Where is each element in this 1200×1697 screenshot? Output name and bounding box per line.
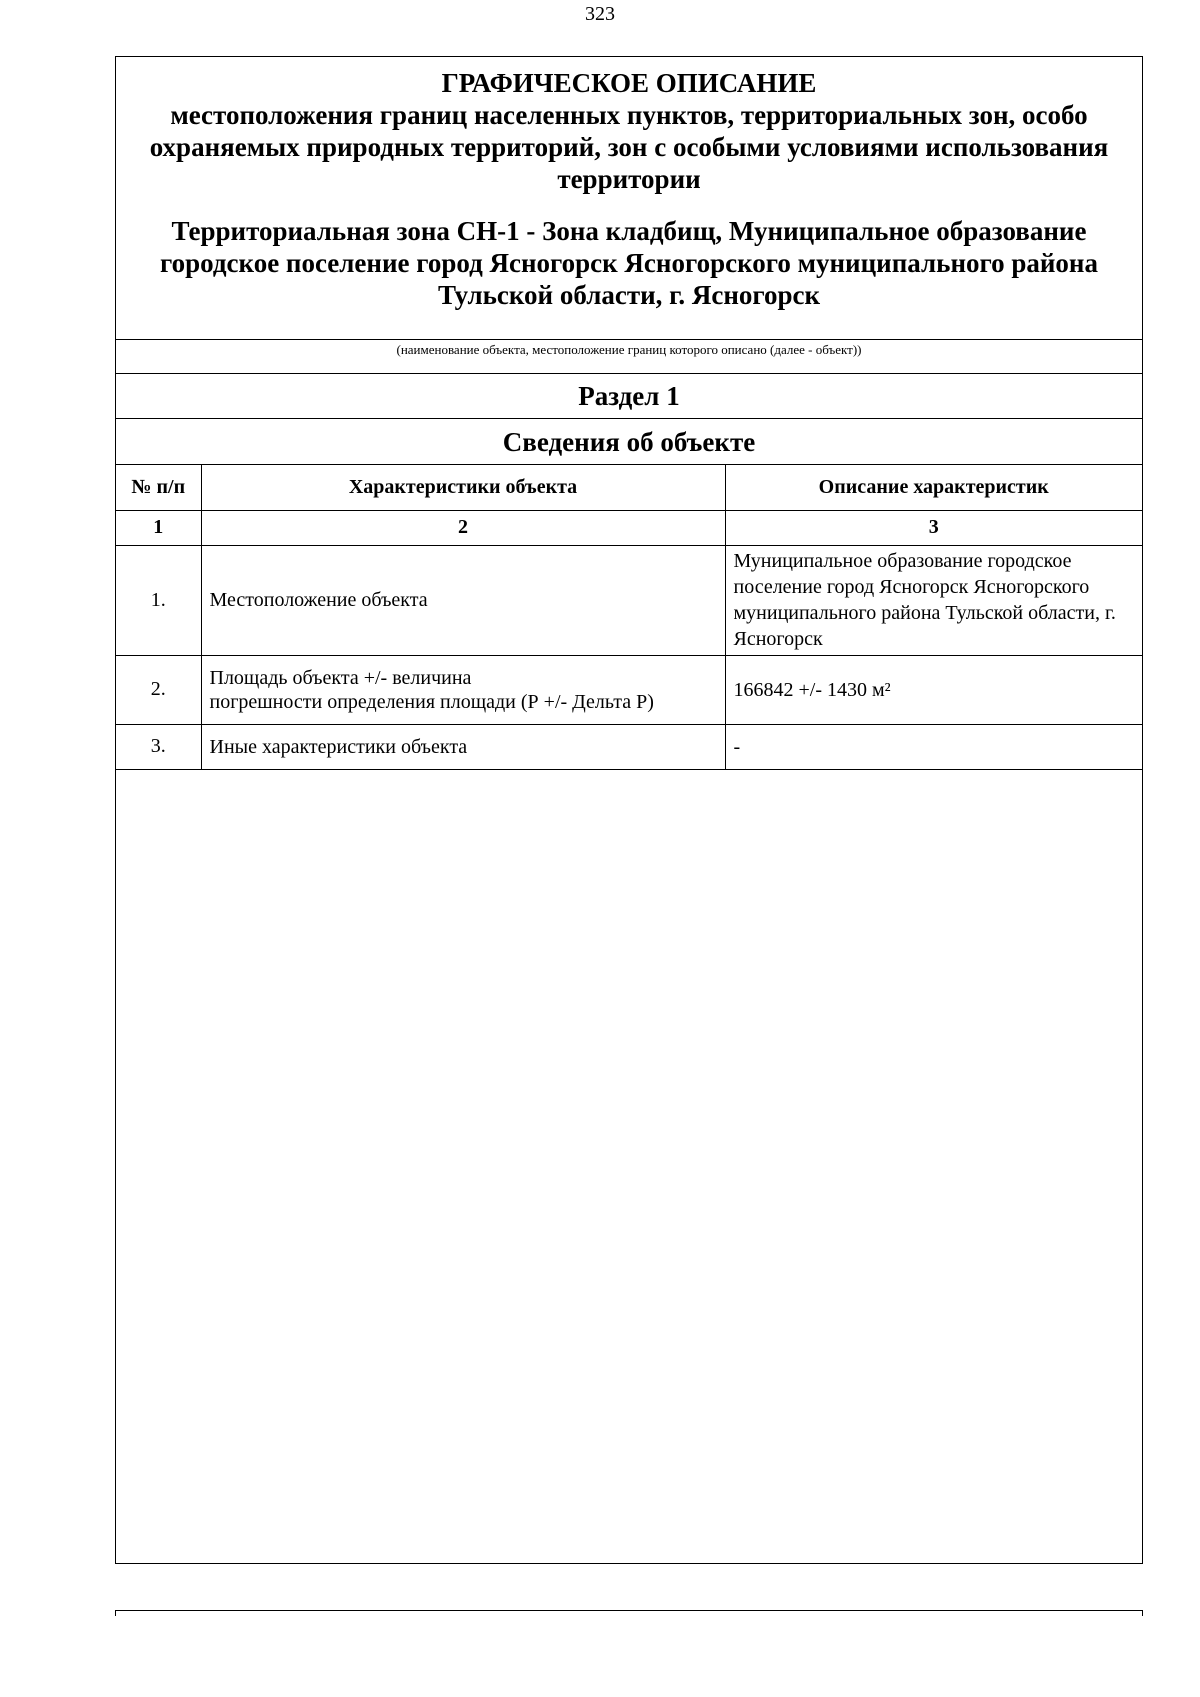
object-name: Территориальная зона СН-1 - Зона кладбищ, Муниципальное образование городское поселение город Ясногорск Ясногорского муниципального района Тульской области, г. Ясногорск <box>160 216 1098 310</box>
table-row <box>116 655 1142 724</box>
page-number: 323 <box>585 3 615 25</box>
row-description: 166842 +/- 1430 м² <box>725 655 1142 724</box>
row-characteristic: Местоположение объекта <box>201 545 725 655</box>
title-block <box>116 57 1142 340</box>
column-number-3: 3 <box>725 510 1142 545</box>
header-description: Описание характеристик <box>725 465 1142 510</box>
document-frame <box>115 56 1143 1564</box>
document-title: ГРАФИЧЕСКОЕ ОПИСАНИЕ <box>441 68 817 98</box>
table-header-row <box>116 465 1142 510</box>
column-number-row <box>116 510 1142 545</box>
section-subtitle: Сведения об объекте <box>116 419 1142 465</box>
section-title: Раздел 1 <box>116 374 1142 419</box>
next-page-frame-edge <box>115 1610 1143 1616</box>
header-characteristic: Характеристики объекта <box>201 465 725 510</box>
document-subtitle: местоположения границ населенных пунктов, территориальных зон, особо охраняемых природных территорий, зон с особыми условиями использования территории <box>149 100 1109 194</box>
row-description: - <box>725 724 1142 769</box>
table-row <box>116 545 1142 655</box>
characteristic-line-2: погрешности определения площади (Р +/- Дельта Р) <box>209 690 654 713</box>
column-number-1: 1 <box>116 510 201 545</box>
object-info-table <box>116 465 1142 770</box>
table-row <box>116 724 1142 769</box>
object-caption: (наименование объекта, местоположение границ которого описано (далее - объект)) <box>116 340 1142 374</box>
row-number: 1. <box>116 545 201 655</box>
characteristic-line-1: Площадь объекта +/- величина <box>209 666 472 689</box>
row-description: Муниципальное образование городское поселение город Ясногорск Ясногорского муниципального района Тульской области, г. Ясногорск <box>725 545 1142 655</box>
row-number: 2. <box>116 655 201 724</box>
row-number: 3. <box>116 724 201 769</box>
header-number: № п/п <box>116 465 201 510</box>
row-characteristic: Иные характеристики объекта <box>201 724 725 769</box>
column-number-2: 2 <box>201 510 725 545</box>
row-characteristic <box>201 655 725 724</box>
